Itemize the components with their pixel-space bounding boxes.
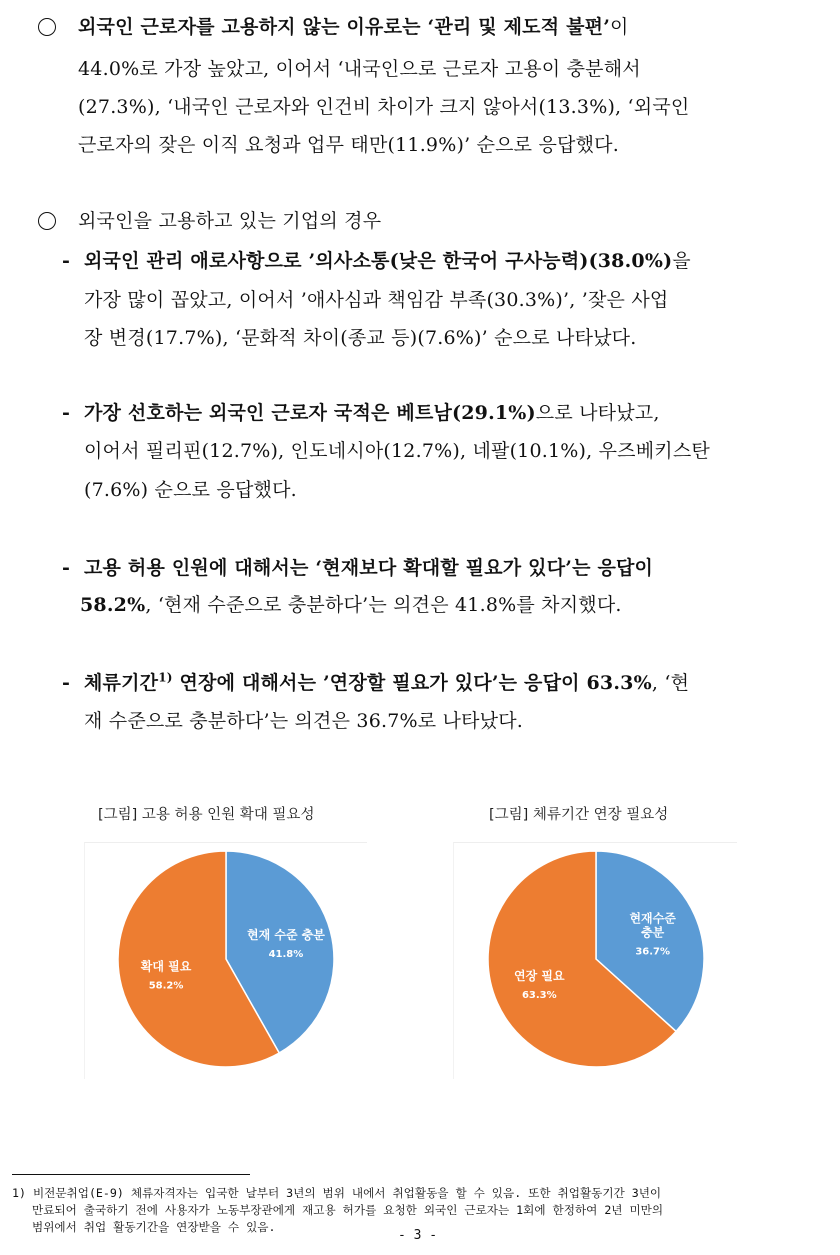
dash-bullet: - xyxy=(62,557,70,579)
item4-line1-tail: , ‘현 xyxy=(651,672,690,694)
pie-slice-value: 41.8% xyxy=(268,949,304,961)
para1-line1-quote: ‘관리 및 제도적 불편’ xyxy=(427,16,611,38)
item3-line2-tail: , ‘현재 수준으로 충분하다’는 의견은 41.8%를 차지했다. xyxy=(145,594,622,616)
item1-line1-tail: 을 xyxy=(672,250,691,272)
item3-line2 xyxy=(80,592,622,618)
para1-line4: 근로자의 잦은 이직 요청과 업무 태만(11.9%)’ 순으로 응답했다. xyxy=(78,134,619,156)
figure-2-caption: [그림] 체류기간 연장 필요성 xyxy=(489,807,669,823)
item2-line1 xyxy=(84,400,660,426)
dash-bullet: - xyxy=(62,402,70,424)
section-2-heading: 외국인을 고용하고 있는 기업의 경우 xyxy=(78,210,382,232)
pie-slice-label: 현재 수준 충분 xyxy=(246,928,325,943)
item1-line3: 장 변경(17.7%), ‘문화적 차이(종교 등)(7.6%)’ 순으로 나타났다. xyxy=(84,327,637,349)
figure-2-pie-chart xyxy=(454,843,737,1079)
pie-slice-label: 연장 필요 xyxy=(514,968,565,983)
item3-line1-bold: 고용 허용 인원에 대해서는 ‘현재보다 확대할 필요가 있다’는 응답이 xyxy=(84,557,654,579)
pie-slice-value: 36.7% xyxy=(635,946,671,958)
para1-line1 xyxy=(78,14,629,40)
figure-1-pie-chart xyxy=(85,843,367,1079)
para1-line3: (27.3%), ‘내국인 근로자와 인건비 차이가 크지 않아서(13.3%), ‘외국인 xyxy=(78,96,690,118)
pie-slice-label: 현재수준 충분 xyxy=(629,911,676,940)
para1-line2: 44.0%로 가장 높았고, 이어서 ‘내국인으로 근로자 고용이 충분해서 xyxy=(78,58,641,80)
footnote-line3: 범위에서 취업 활동기간을 연장받을 수 있음. xyxy=(32,1220,276,1234)
pie-slice-value: 58.2% xyxy=(148,980,184,992)
para1-line1-lead: 외국인 근로자를 고용하지 않는 이유로는 xyxy=(78,16,428,38)
item4-line2: 재 수준으로 충분하다’는 의견은 36.7%로 나타났다. xyxy=(84,710,524,732)
item4-line1-bold-a: 체류기간 xyxy=(84,672,159,694)
figure-2-chart-area xyxy=(453,842,737,1079)
page-number: - 3 - xyxy=(398,1228,438,1243)
circle-bullet-icon xyxy=(38,212,56,230)
item2-line1-bold: 가장 선호하는 외국인 근로자 국적은 베트남(29.1%) xyxy=(84,402,536,424)
pie-slice-label: 확대 필요 xyxy=(140,959,192,974)
item2-line3: (7.6%) 순으로 응답했다. xyxy=(84,479,297,501)
item4-line1-bold-b: 연장에 대해서는 ’연장할 필요가 있다’는 응답이 63.3% xyxy=(172,672,652,694)
pie-slice-value: 63.3% xyxy=(521,989,557,1001)
footnote-ref: 1) xyxy=(158,670,173,685)
figure-1-chart-area xyxy=(84,842,367,1079)
footnote-divider xyxy=(12,1174,250,1175)
item1-line1 xyxy=(84,248,691,274)
item3-line1 xyxy=(84,555,653,581)
item1-line2: 가장 많이 꼽았고, 이어서 ’애사심과 책임감 부족(30.3%)’, ’잦은 사업 xyxy=(84,289,669,311)
footnote-line2: 만료되어 출국하기 전에 사용자가 노동부장관에게 재고용 허가를 요청한 외국인 근로자는 1회에 한정하여 2년 미만의 xyxy=(32,1203,664,1217)
item2-line1-tail: 으로 나타났고, xyxy=(535,402,660,424)
circle-bullet-icon xyxy=(38,18,56,36)
item4-line1 xyxy=(84,670,689,696)
footnote-line1: 1) 비전문취업(E-9) 체류자격자는 입국한 날부터 3년의 범위 내에서 취업활동을 할 수 있음. 또한 취업활동기간 3년이 xyxy=(12,1186,662,1200)
dash-bullet: - xyxy=(62,672,70,694)
figure-1-caption: [그림] 고용 허용 인원 확대 필요성 xyxy=(98,807,315,823)
item3-line2-bold: 58.2% xyxy=(80,594,146,616)
dash-bullet: - xyxy=(62,250,70,272)
item1-line1-bold: 외국인 관리 애로사항으로 ’의사소통(낮은 한국어 구사능력)(38.0%) xyxy=(84,250,673,272)
para1-line1-tail: 이 xyxy=(610,16,629,38)
item2-line2: 이어서 필리핀(12.7%), 인도네시아(12.7%), 네팔(10.1%), 우즈베키스탄 xyxy=(84,440,710,462)
